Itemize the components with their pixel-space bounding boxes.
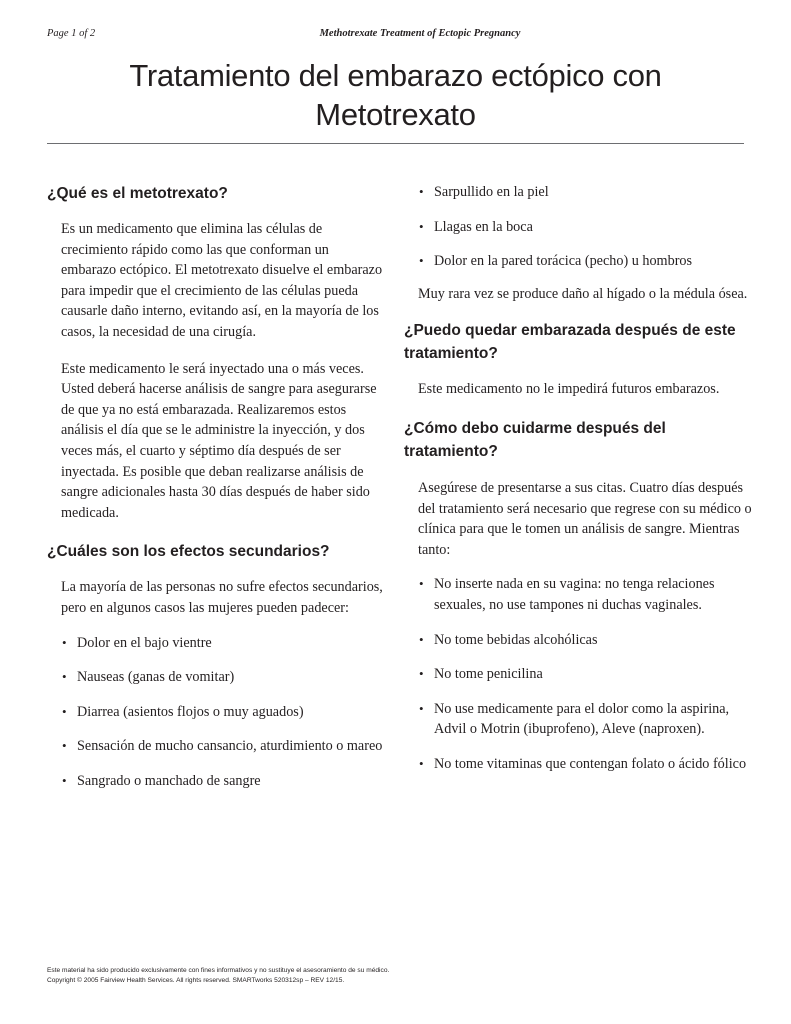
side-effects-list-continued: [404, 182, 754, 272]
list-item-text: Diarrea (asientos flojos o muy aguados): [77, 703, 304, 720]
list-item: [404, 754, 754, 775]
list-item: [47, 736, 387, 757]
list-item-text: No tome bebidas alcohólicas: [434, 631, 598, 648]
list-item: [404, 574, 754, 615]
list-item-text: Dolor en la pared torácica (pecho) u hombros: [434, 253, 693, 270]
list-item: [404, 182, 754, 203]
list-item-text: Sangrado o manchado de sangre: [77, 772, 261, 789]
bullet: •: [419, 218, 424, 234]
left-column: [47, 180, 387, 791]
list-item-text: Sensación de mucho cansancio, aturdimiento o mareo: [77, 738, 383, 755]
list-item: [404, 217, 754, 238]
page-footer: [47, 966, 547, 986]
heading-pregnancy-after: ¿Puedo quedar embarazada después de este tratamiento?: [404, 322, 736, 363]
paragraph-injection: Este medicamento le será inyectado una o más veces. Usted deberá hacerse análisis de sangre para asegurarse de que ya no está embarazada. Realizaremos estos análisis el día que se le administre la inyección, y dos veces más, el cuarto y séptimo día después de ser inyectada. Es posible que deban realizarse análisis de sangre adicionales hasta 30 días después de haber sido medicada.: [61, 360, 377, 521]
list-item: [47, 771, 387, 792]
list-item: [47, 702, 387, 723]
list-item-text: No inserte nada en su vagina: no tenga relaciones sexuales, no use tampones ni duchas vaginales.: [434, 576, 715, 613]
list-item-text: Dolor en el bajo vientre: [77, 634, 212, 651]
bullet: •: [62, 703, 67, 719]
title-divider: [47, 143, 744, 144]
bullet: •: [62, 738, 67, 754]
page-header: [47, 28, 744, 44]
paragraph-side-effects-intro: La mayoría de las personas no sufre efectos secundarios, pero en algunos casos las mujeres pueden padecer:: [61, 579, 383, 616]
bullet: •: [62, 772, 67, 788]
disclaimer-text: Este material ha sido producido exclusivamente con fines informativos y no sustituye el asesoramiento de su médico.: [47, 967, 390, 974]
list-item: [404, 630, 754, 651]
paragraph-self-care-intro: Asegúrese de presentarse a sus citas. Cuatro días después del tratamiento será necesario que regrese con su médico o clínica para que le tomen un análisis de sangre. Mientras tanto:: [418, 479, 752, 558]
list-item-text: No tome penicilina: [434, 666, 543, 683]
list-item-text: No use medicamente para el dolor como la aspirina, Advil o Motrin (ibuprofeno), Aleve (naproxen).: [434, 700, 730, 738]
copyright-text: Copyright © 2005 Fairview Health Services. All rights reserved. SMARTworks 520312sp – REV 12/15.: [47, 977, 345, 984]
bullet: •: [419, 253, 424, 269]
page-title-line-1: Tratamiento del embarazo ectópico con: [129, 58, 662, 93]
bullet: •: [419, 576, 424, 592]
list-item: [47, 667, 387, 688]
paragraph-pregnancy-after: Este medicamento no le impedirá futuros embarazos.: [418, 381, 720, 398]
bullet: •: [419, 700, 424, 716]
bullet: •: [419, 755, 424, 771]
heading-what-is-methotrexate: ¿Qué es el metotrexato?: [47, 185, 228, 202]
care-instructions-list: [404, 574, 754, 774]
page-number: Page 1 of 2: [47, 28, 96, 39]
list-item: [47, 633, 387, 654]
side-effects-list: [47, 633, 387, 792]
list-item-text: No tome vitaminas que contengan folato o ácido fólico: [434, 755, 747, 772]
page-title: [47, 56, 744, 134]
right-column: [404, 180, 754, 775]
paragraph-what-is: Es un medicamento que elimina las células de crecimiento rápido como las que conforman un embarazo ectópico. El metotrexato disuelve el embarazo para impedir que el crecimiento de las células pueda causarle daño interno, evitando así, en la mayoría de los casos, la necesidad de una cirugía.: [61, 221, 383, 340]
paragraph-liver: Muy rara vez se produce daño al hígado o la médula ósea.: [418, 285, 748, 302]
bullet: •: [62, 669, 67, 685]
page-title-line-2: Metotrexato: [315, 97, 476, 132]
bullet: •: [62, 634, 67, 650]
bullet: •: [419, 184, 424, 199]
document-running-title: Methotrexate Treatment of Ectopic Pregnancy: [319, 28, 521, 39]
bullet: •: [419, 631, 424, 647]
list-item: [404, 664, 754, 685]
list-item-text: Llagas en la boca: [434, 218, 533, 235]
heading-side-effects: ¿Cuáles son los efectos secundarios?: [47, 543, 330, 561]
list-item-text: Sarpullido en la piel: [434, 184, 549, 200]
list-item: [404, 251, 754, 272]
bullet: •: [419, 666, 424, 682]
heading-self-care: ¿Cómo debo cuidarme después del tratamiento?: [404, 419, 666, 460]
list-item-text: Nauseas (ganas de vomitar): [77, 669, 235, 686]
list-item: [404, 699, 754, 740]
